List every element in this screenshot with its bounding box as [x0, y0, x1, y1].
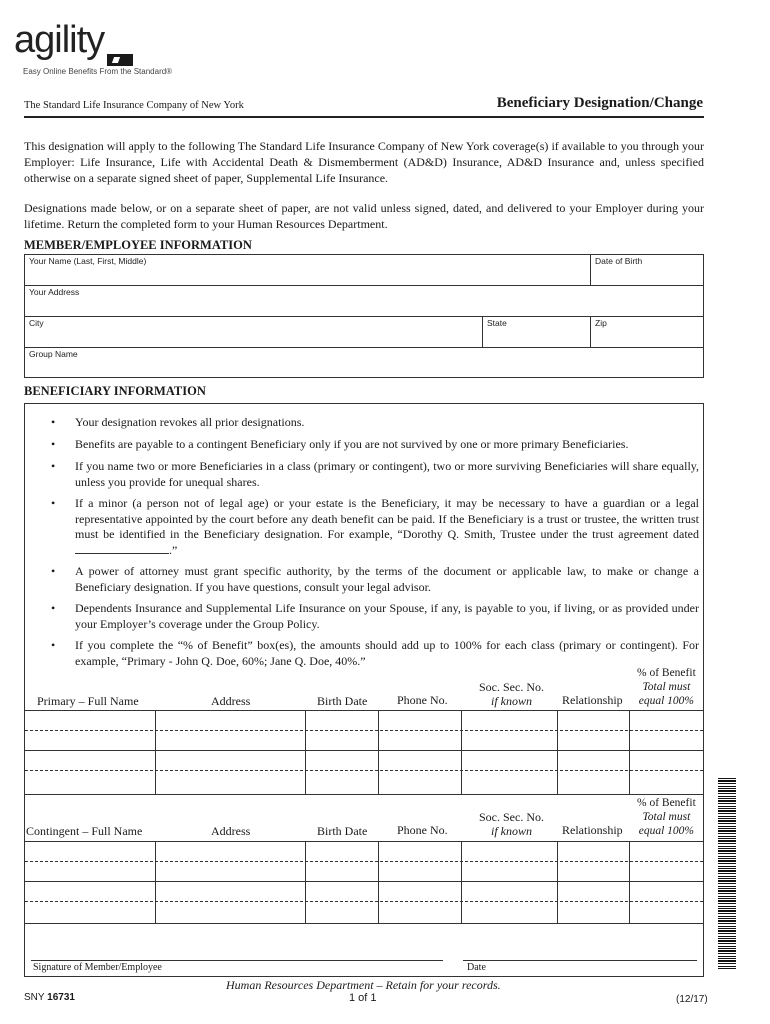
contingent-percent-note-2-text: equal 100% [638, 825, 695, 837]
primary-row-divider [25, 770, 703, 771]
primary-address-header: Address [211, 694, 251, 708]
contingent-percent-label: % of Benefit [637, 797, 696, 809]
contingent-column-divider [461, 841, 462, 923]
member-row-name [25, 255, 703, 286]
revision-date: (12/17) [676, 994, 708, 1005]
list-item [51, 638, 699, 669]
address-field[interactable] [25, 286, 703, 317]
primary-name-header: Primary – Full Name [37, 694, 139, 708]
zip-field[interactable] [590, 317, 705, 347]
primary-table-top-rule [25, 710, 703, 711]
signature-line[interactable] [31, 960, 443, 961]
header-divider [24, 116, 704, 118]
zip-field-label: Zip [595, 318, 607, 328]
primary-percent-note-1-text: Total must [642, 681, 691, 693]
company-name: The Standard Life Insurance Company of New York [24, 100, 244, 111]
primary-row-divider [25, 730, 703, 731]
primary-ssn-header [479, 680, 544, 708]
retain-note: Human Resources Department – Retain for your records. [226, 978, 501, 992]
member-section-heading: MEMBER/EMPLOYEE INFORMATION [24, 238, 252, 252]
bullet-icon: • [51, 496, 56, 510]
primary-ssn-label: Soc. Sec. No. [479, 680, 544, 694]
bullet-text: If you complete the “% of Benefit” box(es), the amounts should add up to 100% for each class (primary or contingent). For example, “Primary - John Q. Doe, 60%; Jane Q. Doe, 40%.” [75, 638, 699, 668]
date-of-birth-field[interactable] [590, 255, 705, 285]
list-item [51, 601, 699, 632]
contingent-percent-note-1 [637, 810, 696, 824]
form-number-prefix: SNY [24, 992, 45, 1003]
contingent-column-divider [155, 841, 156, 923]
bullet-icon: • [51, 437, 56, 451]
primary-column-divider [378, 710, 379, 794]
bullet-text-trust-end: .” [169, 542, 178, 557]
contingent-percent-note-2 [637, 824, 696, 838]
contingent-column-divider [305, 841, 306, 923]
primary-percent-label: % of Benefit [637, 667, 696, 679]
group-name-label: Group Name [29, 349, 78, 359]
contingent-column-divider [378, 841, 379, 923]
trust-date-blank[interactable] [75, 543, 169, 554]
primary-row-divider [25, 750, 703, 751]
name-field-label: Your Name (Last, First, Middle) [29, 256, 147, 266]
state-field-label: State [487, 318, 507, 328]
beneficiary-info-box [24, 403, 704, 977]
list-item [51, 564, 699, 595]
date-label: Date [467, 962, 486, 973]
member-info-box [24, 254, 704, 378]
contingent-column-divider [629, 841, 630, 923]
logo-wordmark: agility [14, 19, 105, 61]
bullet-icon: • [51, 459, 56, 473]
city-field-label: City [29, 318, 44, 328]
flag-icon [107, 54, 133, 66]
logo-tagline: Easy Online Benefits From the Standard® [23, 67, 173, 76]
contingent-relationship-header: Relationship [562, 823, 623, 837]
form-number [24, 992, 75, 1003]
primary-ssn-note [479, 694, 544, 708]
primary-percent-header [637, 666, 696, 708]
state-field[interactable] [482, 317, 590, 347]
date-line[interactable] [463, 960, 697, 961]
primary-table-bottom-rule [25, 794, 703, 795]
bullet-icon: • [51, 638, 56, 652]
contingent-ssn-header [479, 810, 544, 838]
contingent-ssn-note [479, 824, 544, 838]
primary-column-divider [557, 710, 558, 794]
primary-birth-date-header: Birth Date [317, 694, 368, 708]
intro-paragraph-validity: Designations made below, or on a separate sheet of paper, are not valid unless signed, dated, and delivered to your Employer during your lifetime. Return the completed form to your Human Resources Department. [24, 201, 704, 231]
contingent-ssn-note-text: if known [491, 824, 532, 838]
bullet-text [75, 496, 699, 558]
name-field[interactable] [25, 255, 590, 285]
contingent-birth-date-header: Birth Date [317, 824, 368, 838]
contingent-percent-header [637, 796, 696, 838]
contingent-table-bottom-rule [25, 923, 703, 924]
contingent-table-top-rule [25, 841, 703, 842]
intro-paragraph-coverage: This designation will apply to the following The Standard Life Insurance Company of New York coverage(s) if available to you through your Employer: Life Insurance, Life with Accidental Death & Dismemberment (AD&D) Insurance, AD&D Insurance and, unless specified otherwise on a separate signed sheet of paper, Supplemental Life Insurance. [24, 139, 704, 185]
primary-column-divider [155, 710, 156, 794]
contingent-phone-header: Phone No. [397, 823, 448, 837]
bullet-text-trust: If a minor (a person not of legal age) or your estate is the Beneficiary, it may be necessary to have a guardian or a legal representative appointed by the court before any death benefit can be paid. If the Beneficiary is a trust or trustee, the written trust must be identified in the Beneficiary designation. For example, “Dorothy Q. Smith, Trustee under the trust agreement dated [75, 496, 699, 541]
primary-column-divider [629, 710, 630, 794]
primary-ssn-note-text: if known [491, 694, 532, 708]
list-item [51, 415, 699, 431]
primary-phone-header: Phone No. [397, 693, 448, 707]
bullet-icon: • [51, 601, 56, 615]
primary-relationship-header: Relationship [562, 693, 623, 707]
contingent-row-divider [25, 861, 703, 862]
bullet-icon: • [51, 415, 56, 429]
barcode [718, 778, 736, 970]
contingent-row-divider [25, 881, 703, 882]
bullet-text: If you name two or more Beneficiaries in a class (primary or contingent), two or more surviving Beneficiaries will share equally, unless you provide for unequal shares. [75, 459, 699, 489]
page-number: 1 of 1 [349, 992, 377, 1004]
primary-column-divider [461, 710, 462, 794]
bullet-text: Dependents Insurance and Supplemental Life Insurance on your Spouse, if any, is payable to you, if living, or as provided under your Employer’s coverage under the Group Policy. [75, 601, 699, 631]
bullet-text: A power of attorney must grant specific authority, by the terms of the document or applicable law, to make or change a Beneficiary designation. If you have questions, consult your legal advisor. [75, 564, 699, 594]
contingent-percent-note-1-text: Total must [642, 811, 691, 823]
list-item [51, 437, 699, 453]
primary-percent-note-1 [637, 680, 696, 694]
list-item [51, 459, 699, 490]
primary-percent-note-2 [637, 694, 696, 708]
contingent-name-header: Contingent – Full Name [26, 824, 143, 838]
contingent-row-divider [25, 901, 703, 902]
signature-label: Signature of Member/Employee [33, 962, 162, 973]
contingent-ssn-label: Soc. Sec. No. [479, 810, 544, 824]
agility-logo [14, 19, 173, 80]
bullet-icon: • [51, 564, 56, 578]
contingent-address-header: Address [211, 824, 251, 838]
address-field-label: Your Address [29, 287, 80, 297]
group-name-field[interactable] [25, 348, 703, 377]
primary-column-divider [305, 710, 306, 794]
list-item [51, 496, 699, 558]
bullet-text: Your designation revokes all prior designations. [75, 415, 305, 429]
contingent-column-divider [557, 841, 558, 923]
beneficiary-section-heading: BENEFICIARY INFORMATION [24, 384, 206, 398]
date-of-birth-label: Date of Birth [595, 256, 643, 266]
member-row-city [25, 317, 703, 348]
bullet-text: Benefits are payable to a contingent Beneficiary only if you are not survived by one or more primary Beneficiaries. [75, 437, 629, 451]
primary-percent-note-2-text: equal 100% [638, 695, 695, 707]
form-title: Beneficiary Designation/Change [496, 95, 703, 111]
city-field[interactable] [25, 317, 482, 347]
form-number-value: 16731 [47, 992, 75, 1003]
